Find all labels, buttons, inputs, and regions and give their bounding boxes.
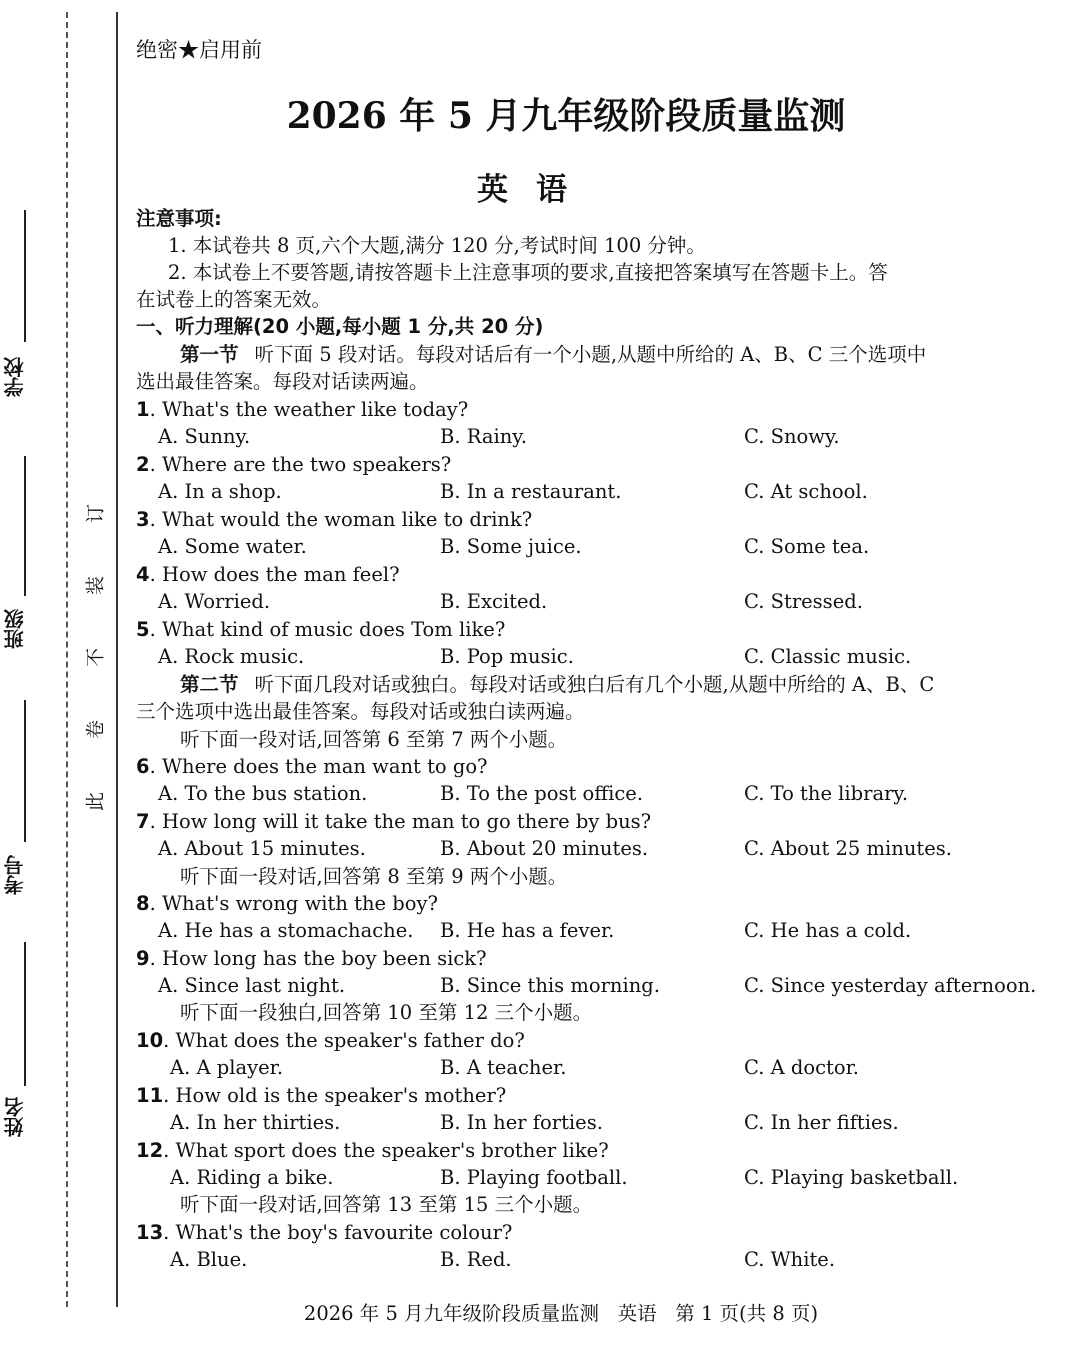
confidential-mark: 绝密★启用前 <box>136 38 262 62</box>
question-8: 8. What's wrong with the boy? <box>136 892 438 915</box>
section1-instruction-cont: 选出最佳答案。每段对话读两遍。 <box>136 370 429 393</box>
seal-warning-char: 订 <box>84 504 107 524</box>
listening-instruction: 听下面一段对话,回答第 6 至第 7 两个小题。 <box>180 728 568 751</box>
option-b: B. A teacher. <box>440 1056 567 1079</box>
question-13: 13. What's the boy's favourite colour? <box>136 1221 513 1244</box>
option-b: B. In her forties. <box>440 1111 603 1134</box>
option-a: A. Rock music. <box>158 645 305 668</box>
section2-label: 第二节 <box>180 673 239 696</box>
option-b: B. Rainy. <box>440 425 527 448</box>
question-7-options <box>136 835 1006 862</box>
option-a: A. To the bus station. <box>158 782 368 805</box>
exam-title: 2026 年 5 月九年级阶段质量监测 <box>286 95 846 137</box>
option-c: C. To the library. <box>744 782 909 805</box>
option-c: C. About 25 minutes. <box>744 837 952 860</box>
question-13-options <box>136 1246 1006 1273</box>
option-b: B. Excited. <box>440 590 548 613</box>
notice-heading: 注意事项: <box>136 207 222 230</box>
option-a: A. Blue. <box>170 1248 248 1271</box>
question-10-options <box>136 1054 1006 1081</box>
section2-instruction: 第二节 听下面几段对话或独白。每段对话或独白后有几个小题,从题中所给的 A、B、C <box>180 673 935 696</box>
question-2: 2. Where are the two speakers? <box>136 453 452 476</box>
binding-dashed-line <box>66 12 68 1307</box>
option-c: C. At school. <box>744 480 868 503</box>
option-c: C. Classic music. <box>744 645 912 668</box>
option-b: B. About 20 minutes. <box>440 837 649 860</box>
option-c: C. In her fifties. <box>744 1111 899 1134</box>
question-7: 7. How long will it take the man to go there by bus? <box>136 810 652 833</box>
option-b: B. Playing football. <box>440 1166 628 1189</box>
question-11-options <box>136 1109 1006 1136</box>
question-12-options <box>136 1164 1006 1191</box>
question-5: 5. What kind of music does Tom like? <box>136 618 506 641</box>
option-c: C. Stressed. <box>744 590 863 613</box>
page-footer: 2026 年 5 月九年级阶段质量监测 英语 第 1 页(共 8 页) <box>303 1302 819 1325</box>
option-b: B. Pop music. <box>440 645 574 668</box>
option-b: B. To the post office. <box>440 782 644 805</box>
option-c: C. Snowy. <box>744 425 840 448</box>
question-6-options <box>136 780 1006 807</box>
question-10: 10. What does the speaker's father do? <box>136 1029 525 1052</box>
question-8-options <box>136 917 1006 944</box>
option-b: B. Some juice. <box>440 535 582 558</box>
listening-instruction: 听下面一段对话,回答第 13 至第 15 三个小题。 <box>180 1193 593 1216</box>
question-4: 4. How does the man feel? <box>136 563 400 586</box>
binding-solid-line <box>116 12 118 1307</box>
option-b: B. Since this morning. <box>440 974 660 997</box>
question-3-options <box>136 533 1006 560</box>
option-c: C. Playing basketball. <box>744 1166 959 1189</box>
section1-label: 第一节 <box>180 343 239 366</box>
question-1: 1. What's the weather like today? <box>136 398 469 421</box>
option-a: A. Riding a bike. <box>170 1166 334 1189</box>
option-c: C. White. <box>744 1248 836 1271</box>
question-6: 6. Where does the man want to go? <box>136 755 488 778</box>
option-a: A. Worried. <box>158 590 271 613</box>
option-c: C. Since yesterday afternoon. <box>744 974 1037 997</box>
seal-warning-char: 不 <box>84 648 107 668</box>
notice-item-1: 1. 本试卷共 8 页,六个大题,满分 120 分,考试时间 100 分钟。 <box>168 234 706 257</box>
question-1-options <box>136 423 1006 450</box>
question-3: 3. What would the woman like to drink? <box>136 508 533 531</box>
seal-warning-char: 装 <box>84 576 107 596</box>
part1-heading: 一、听力理解(20 小题,每小题 1 分,共 20 分) <box>136 315 544 338</box>
listening-instruction: 听下面一段独白,回答第 10 至第 12 三个小题。 <box>180 1001 593 1024</box>
section2-instruction-cont: 三个选项中选出最佳答案。每段对话或独白读两遍。 <box>136 700 585 723</box>
question-5-options <box>136 643 1006 670</box>
seal-warning-char: 此 <box>84 792 107 812</box>
option-a: A. About 15 minutes. <box>158 837 366 860</box>
option-a: A. Since last night. <box>158 974 346 997</box>
option-c: C. Some tea. <box>744 535 870 558</box>
notice-item-2-cont: 在试卷上的答案无效。 <box>136 288 332 311</box>
option-b: B. In a restaurant. <box>440 480 622 503</box>
subject-title: 英语 <box>477 172 595 208</box>
option-a: A. In a shop. <box>158 480 282 503</box>
option-a: A. A player. <box>170 1056 284 1079</box>
question-4-options <box>136 588 1006 615</box>
listening-instruction: 听下面一段对话,回答第 8 至第 9 两个小题。 <box>180 865 568 888</box>
question-9-options <box>136 972 1037 999</box>
option-c: C. He has a cold. <box>744 919 912 942</box>
question-2-options <box>136 478 1006 505</box>
option-b: B. He has a fever. <box>440 919 615 942</box>
notice-item-2: 2. 本试卷上不要答题,请按答题卡上注意事项的要求,直接把答案填写在答题卡上。答 <box>168 261 888 284</box>
option-b: B. Red. <box>440 1248 512 1271</box>
section1-instruction: 第一节 听下面 5 段对话。每段对话后有一个小题,从题中所给的 A、B、C 三个选项中 <box>180 343 927 366</box>
seal-warning-char: 卷 <box>84 720 107 740</box>
option-a: A. He has a stomachache. <box>158 919 414 942</box>
question-11: 11. How old is the speaker's mother? <box>136 1084 507 1107</box>
option-a: A. Sunny. <box>158 425 251 448</box>
option-c: C. A doctor. <box>744 1056 860 1079</box>
question-9: 9. How long has the boy been sick? <box>136 947 487 970</box>
option-a: A. In her thirties. <box>170 1111 341 1134</box>
question-12: 12. What sport does the speaker's brother like? <box>136 1139 609 1162</box>
option-a: A. Some water. <box>158 535 307 558</box>
